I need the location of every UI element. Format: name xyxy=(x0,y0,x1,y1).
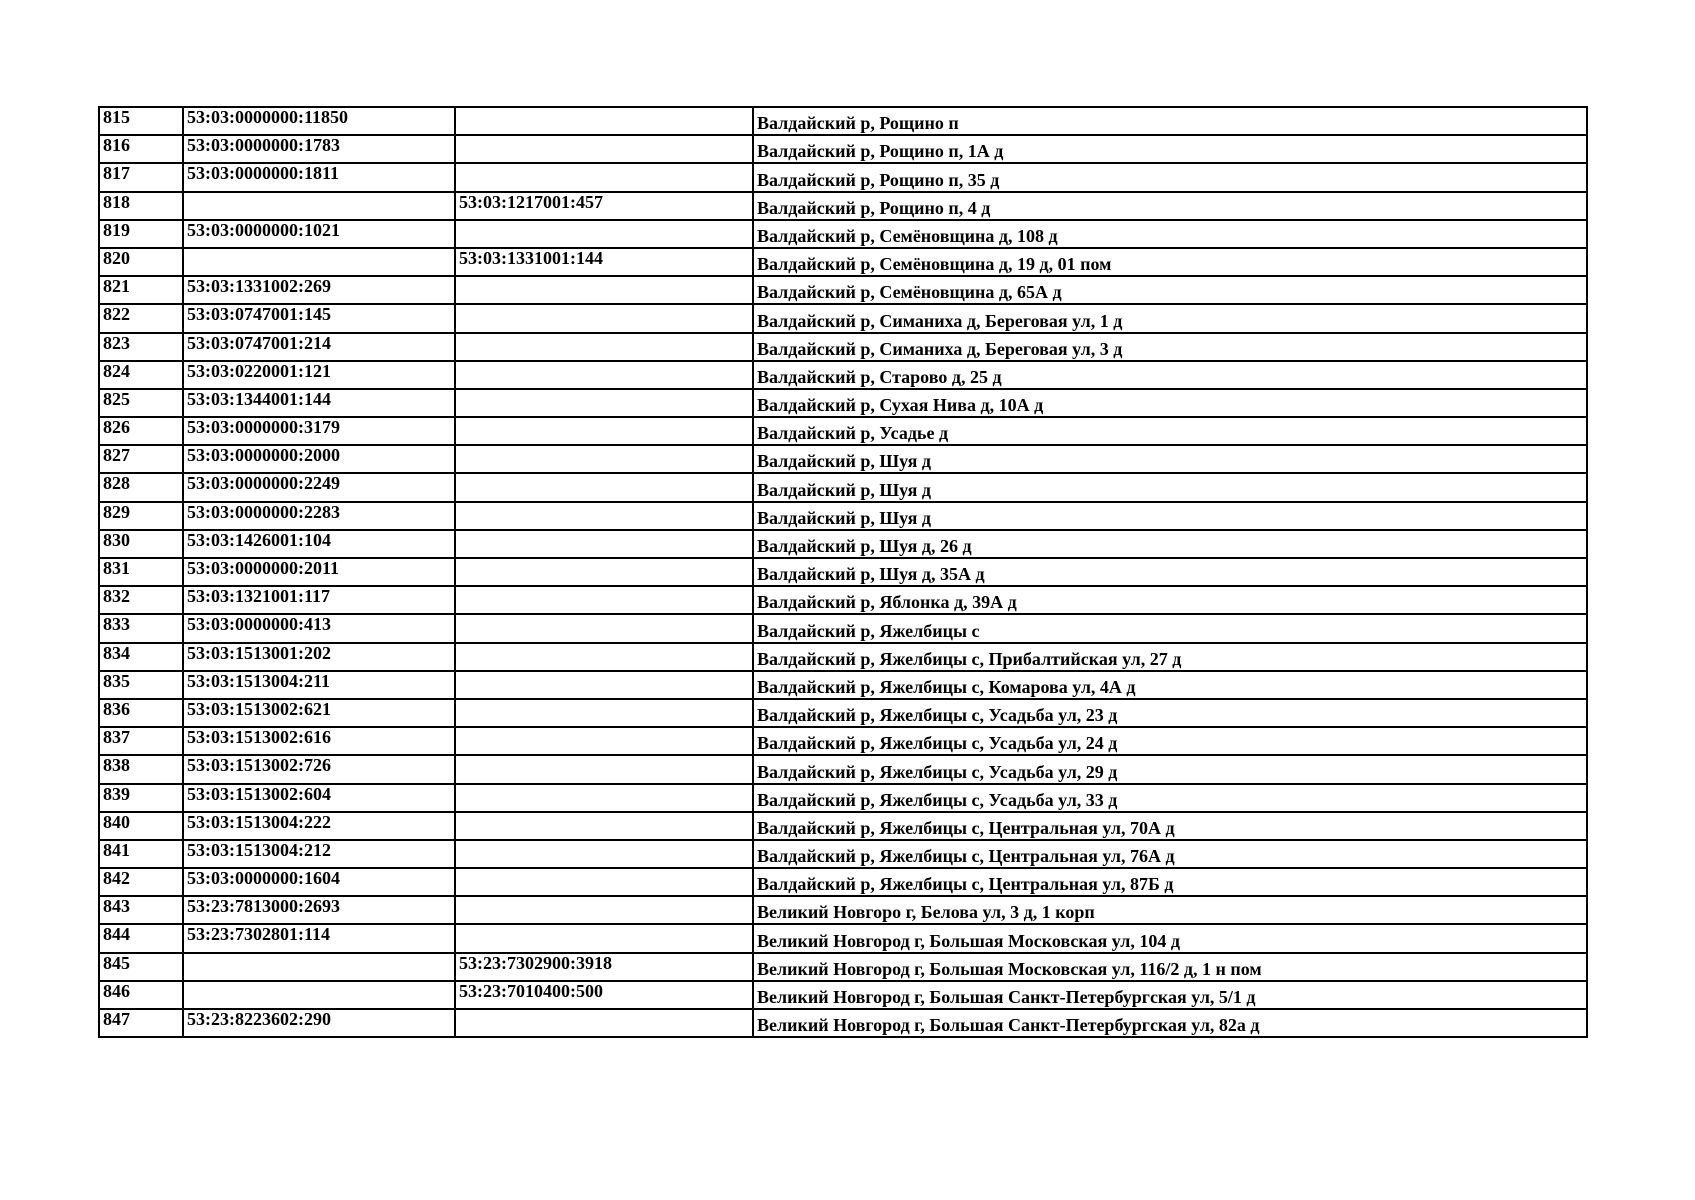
table-row xyxy=(99,699,1587,727)
address-cell: Валдайский р, Рощино п, 4 д xyxy=(753,192,1587,220)
address-cell: Валдайский р, Яжелбицы с xyxy=(753,614,1587,642)
address-cell: Великий Новгород г, Большая Санкт-Петербургская ул, 5/1 д xyxy=(753,981,1587,1009)
address-cell: Валдайский р, Семёновщина д, 108 д xyxy=(753,220,1587,248)
cadastral-number-cell: 53:03:1426001:104 xyxy=(183,530,455,558)
table-row xyxy=(99,220,1587,248)
cadastral-number-alt-cell xyxy=(455,643,753,671)
cadastral-number-cell: 53:03:0000000:2249 xyxy=(183,473,455,501)
cadastral-number-alt-cell xyxy=(455,896,753,924)
address-cell: Валдайский р, Рощино п xyxy=(753,107,1587,135)
row-number-cell: 834 xyxy=(99,643,183,671)
cadastral-number-cell: 53:03:0000000:1783 xyxy=(183,135,455,163)
cadastral-number-alt-cell xyxy=(455,502,753,530)
registry-table xyxy=(98,106,1588,1038)
address-cell: Великий Новгоро г, Белова ул, 3 д, 1 корп xyxy=(753,896,1587,924)
table-row xyxy=(99,784,1587,812)
row-number-cell: 819 xyxy=(99,220,183,248)
address-cell: Валдайский р, Рощино п, 1А д xyxy=(753,135,1587,163)
cadastral-number-cell: 53:03:1513004:222 xyxy=(183,812,455,840)
row-number-cell: 841 xyxy=(99,840,183,868)
cadastral-number-cell: 53:03:0000000:2283 xyxy=(183,502,455,530)
address-cell: Валдайский р, Яжелбицы с, Прибалтийская ул, 27 д xyxy=(753,643,1587,671)
cadastral-number-cell: 53:03:0000000:1021 xyxy=(183,220,455,248)
address-cell: Великий Новгород г, Большая Московская ул, 104 д xyxy=(753,924,1587,952)
cadastral-number-cell: 53:03:1513004:212 xyxy=(183,840,455,868)
row-number-cell: 830 xyxy=(99,530,183,558)
table-row xyxy=(99,981,1587,1009)
row-number-cell: 837 xyxy=(99,727,183,755)
address-cell: Валдайский р, Старово д, 25 д xyxy=(753,361,1587,389)
row-number-cell: 817 xyxy=(99,163,183,191)
address-cell: Валдайский р, Яжелбицы с, Центральная ул, 70А д xyxy=(753,812,1587,840)
row-number-cell: 836 xyxy=(99,699,183,727)
document-page xyxy=(98,106,1586,1038)
cadastral-number-alt-cell xyxy=(455,614,753,642)
cadastral-number-alt-cell xyxy=(455,727,753,755)
cadastral-number-alt-cell: 53:03:1217001:457 xyxy=(455,192,753,220)
cadastral-number-cell: 53:03:1513002:616 xyxy=(183,727,455,755)
table-row xyxy=(99,530,1587,558)
cadastral-number-cell: 53:03:0747001:214 xyxy=(183,333,455,361)
cadastral-number-alt-cell xyxy=(455,924,753,952)
row-number-cell: 827 xyxy=(99,445,183,473)
cadastral-number-alt-cell xyxy=(455,417,753,445)
cadastral-number-cell: 53:03:0000000:1604 xyxy=(183,868,455,896)
address-cell: Валдайский р, Яжелбицы с, Центральная ул, 76А д xyxy=(753,840,1587,868)
address-cell: Великий Новгород г, Большая Московская ул, 116/2 д, 1 н пом xyxy=(753,953,1587,981)
row-number-cell: 842 xyxy=(99,868,183,896)
row-number-cell: 828 xyxy=(99,473,183,501)
table-row xyxy=(99,473,1587,501)
row-number-cell: 822 xyxy=(99,304,183,332)
cadastral-number-cell: 53:03:0000000:3179 xyxy=(183,417,455,445)
row-number-cell: 845 xyxy=(99,953,183,981)
cadastral-number-alt-cell xyxy=(455,276,753,304)
table-row xyxy=(99,502,1587,530)
cadastral-number-cell: 53:03:0000000:2000 xyxy=(183,445,455,473)
table-row xyxy=(99,812,1587,840)
cadastral-number-alt-cell xyxy=(455,586,753,614)
address-cell: Валдайский р, Яжелбицы с, Усадьба ул, 29 д xyxy=(753,755,1587,783)
table-row xyxy=(99,755,1587,783)
cadastral-number-cell: 53:03:1331002:269 xyxy=(183,276,455,304)
address-cell: Валдайский р, Семёновщина д, 19 д, 01 пом xyxy=(753,248,1587,276)
cadastral-number-cell: 53:03:0220001:121 xyxy=(183,361,455,389)
cadastral-number-alt-cell: 53:23:7302900:3918 xyxy=(455,953,753,981)
table-row xyxy=(99,304,1587,332)
cadastral-number-cell: 53:03:1344001:144 xyxy=(183,389,455,417)
table-row xyxy=(99,248,1587,276)
table-row xyxy=(99,1009,1587,1037)
row-number-cell: 844 xyxy=(99,924,183,952)
cadastral-number-alt-cell xyxy=(455,1009,753,1037)
cadastral-number-alt-cell xyxy=(455,107,753,135)
row-number-cell: 824 xyxy=(99,361,183,389)
row-number-cell: 839 xyxy=(99,784,183,812)
table-row xyxy=(99,924,1587,952)
address-cell: Валдайский р, Рощино п, 35 д xyxy=(753,163,1587,191)
cadastral-number-alt-cell xyxy=(455,671,753,699)
table-row xyxy=(99,276,1587,304)
address-cell: Валдайский р, Яжелбицы с, Центральная ул, 87Б д xyxy=(753,868,1587,896)
address-cell: Валдайский р, Симаниха д, Береговая ул, 3 д xyxy=(753,333,1587,361)
address-cell: Великий Новгород г, Большая Санкт-Петербургская ул, 82а д xyxy=(753,1009,1587,1037)
row-number-cell: 820 xyxy=(99,248,183,276)
cadastral-number-alt-cell xyxy=(455,840,753,868)
table-row xyxy=(99,558,1587,586)
table-row xyxy=(99,643,1587,671)
cadastral-number-alt-cell xyxy=(455,558,753,586)
row-number-cell: 829 xyxy=(99,502,183,530)
cadastral-number-cell: 53:03:0747001:145 xyxy=(183,304,455,332)
row-number-cell: 843 xyxy=(99,896,183,924)
cadastral-number-cell: 53:03:1513002:726 xyxy=(183,755,455,783)
table-row xyxy=(99,586,1587,614)
cadastral-number-alt-cell xyxy=(455,304,753,332)
row-number-cell: 823 xyxy=(99,333,183,361)
cadastral-number-alt-cell xyxy=(455,868,753,896)
address-cell: Валдайский р, Симаниха д, Береговая ул, 1 д xyxy=(753,304,1587,332)
cadastral-number-cell: 53:03:1513004:211 xyxy=(183,671,455,699)
address-cell: Валдайский р, Шуя д, 26 д xyxy=(753,530,1587,558)
table-row xyxy=(99,671,1587,699)
cadastral-number-alt-cell xyxy=(455,755,753,783)
table-row xyxy=(99,614,1587,642)
table-row xyxy=(99,333,1587,361)
cadastral-number-cell: 53:23:7302801:114 xyxy=(183,924,455,952)
row-number-cell: 833 xyxy=(99,614,183,642)
cadastral-number-alt-cell xyxy=(455,473,753,501)
table-row xyxy=(99,896,1587,924)
table-row xyxy=(99,953,1587,981)
row-number-cell: 825 xyxy=(99,389,183,417)
cadastral-number-alt-cell xyxy=(455,361,753,389)
row-number-cell: 835 xyxy=(99,671,183,699)
cadastral-number-alt-cell xyxy=(455,699,753,727)
row-number-cell: 815 xyxy=(99,107,183,135)
address-cell: Валдайский р, Яжелбицы с, Комарова ул, 4А д xyxy=(753,671,1587,699)
cadastral-number-alt-cell xyxy=(455,389,753,417)
registry-table-body xyxy=(99,107,1587,1037)
row-number-cell: 847 xyxy=(99,1009,183,1037)
cadastral-number-cell: 53:23:7813000:2693 xyxy=(183,896,455,924)
row-number-cell: 816 xyxy=(99,135,183,163)
cadastral-number-alt-cell xyxy=(455,812,753,840)
cadastral-number-cell: 53:03:1321001:117 xyxy=(183,586,455,614)
cadastral-number-alt-cell: 53:03:1331001:144 xyxy=(455,248,753,276)
table-row xyxy=(99,445,1587,473)
table-row xyxy=(99,868,1587,896)
table-row xyxy=(99,361,1587,389)
row-number-cell: 838 xyxy=(99,755,183,783)
cadastral-number-cell: 53:03:1513002:604 xyxy=(183,784,455,812)
table-row xyxy=(99,192,1587,220)
cadastral-number-cell: 53:23:8223602:290 xyxy=(183,1009,455,1037)
cadastral-number-cell: 53:03:1513001:202 xyxy=(183,643,455,671)
row-number-cell: 846 xyxy=(99,981,183,1009)
address-cell: Валдайский р, Шуя д xyxy=(753,502,1587,530)
table-row xyxy=(99,389,1587,417)
address-cell: Валдайский р, Шуя д xyxy=(753,445,1587,473)
address-cell: Валдайский р, Шуя д xyxy=(753,473,1587,501)
cadastral-number-alt-cell xyxy=(455,784,753,812)
cadastral-number-alt-cell xyxy=(455,135,753,163)
table-row xyxy=(99,107,1587,135)
table-row xyxy=(99,840,1587,868)
cadastral-number-cell: 53:03:0000000:2011 xyxy=(183,558,455,586)
row-number-cell: 840 xyxy=(99,812,183,840)
cadastral-number-cell: 53:03:0000000:413 xyxy=(183,614,455,642)
row-number-cell: 831 xyxy=(99,558,183,586)
row-number-cell: 821 xyxy=(99,276,183,304)
row-number-cell: 818 xyxy=(99,192,183,220)
table-row xyxy=(99,727,1587,755)
address-cell: Валдайский р, Сухая Нива д, 10А д xyxy=(753,389,1587,417)
cadastral-number-cell xyxy=(183,192,455,220)
cadastral-number-alt-cell xyxy=(455,530,753,558)
cadastral-number-cell: 53:03:0000000:1811 xyxy=(183,163,455,191)
cadastral-number-cell xyxy=(183,981,455,1009)
cadastral-number-cell xyxy=(183,953,455,981)
address-cell: Валдайский р, Усадье д xyxy=(753,417,1587,445)
address-cell: Валдайский р, Яжелбицы с, Усадьба ул, 23 д xyxy=(753,699,1587,727)
table-row xyxy=(99,417,1587,445)
row-number-cell: 826 xyxy=(99,417,183,445)
cadastral-number-cell: 53:03:1513002:621 xyxy=(183,699,455,727)
address-cell: Валдайский р, Яжелбицы с, Усадьба ул, 24 д xyxy=(753,727,1587,755)
cadastral-number-cell xyxy=(183,248,455,276)
address-cell: Валдайский р, Шуя д, 35А д xyxy=(753,558,1587,586)
cadastral-number-alt-cell xyxy=(455,163,753,191)
row-number-cell: 832 xyxy=(99,586,183,614)
table-row xyxy=(99,135,1587,163)
cadastral-number-alt-cell: 53:23:7010400:500 xyxy=(455,981,753,1009)
address-cell: Валдайский р, Яжелбицы с, Усадьба ул, 33 д xyxy=(753,784,1587,812)
cadastral-number-alt-cell xyxy=(455,333,753,361)
address-cell: Валдайский р, Семёновщина д, 65А д xyxy=(753,276,1587,304)
cadastral-number-cell: 53:03:0000000:11850 xyxy=(183,107,455,135)
cadastral-number-alt-cell xyxy=(455,220,753,248)
table-row xyxy=(99,163,1587,191)
address-cell: Валдайский р, Яблонка д, 39А д xyxy=(753,586,1587,614)
cadastral-number-alt-cell xyxy=(455,445,753,473)
